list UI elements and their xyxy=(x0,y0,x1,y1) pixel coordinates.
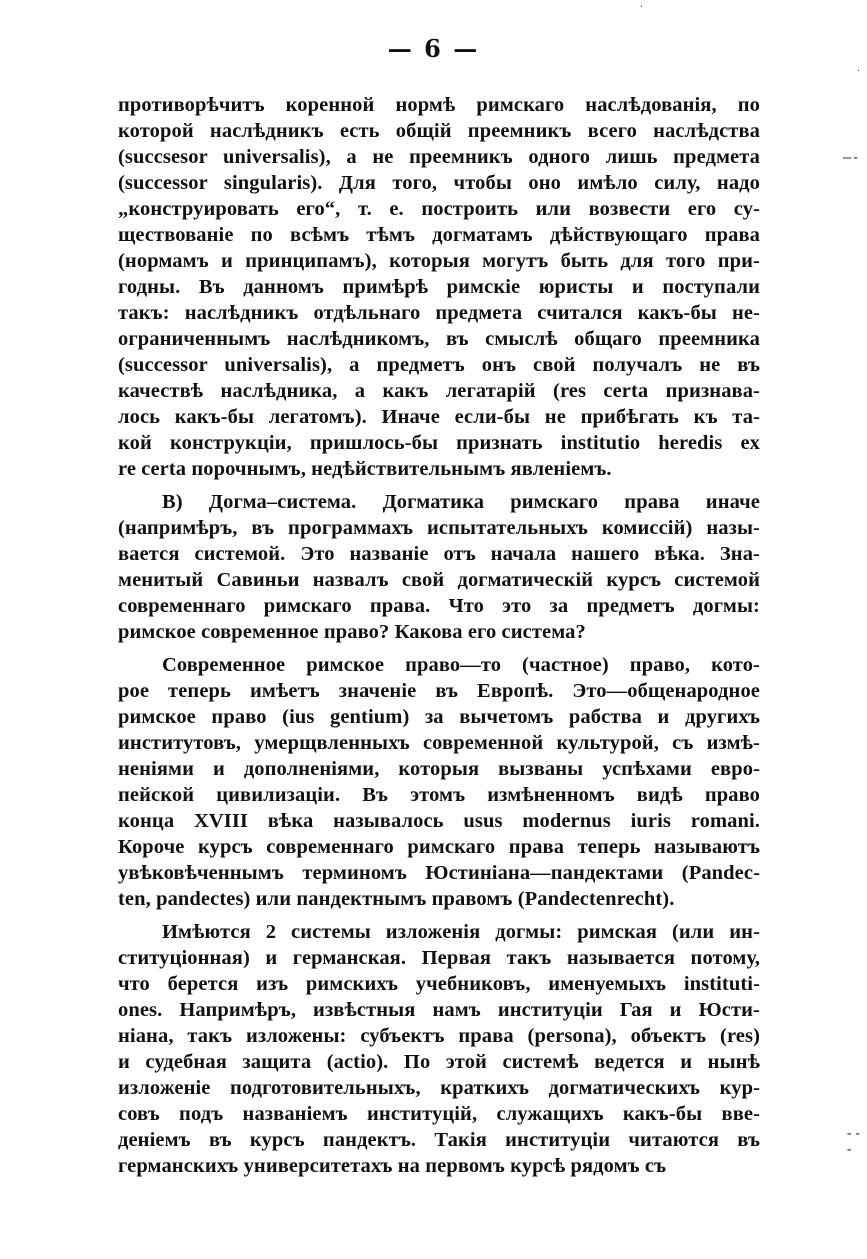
page-number: — 6 — xyxy=(387,34,480,63)
text-line: ніана, такъ изложены: субъектъ права (persona), объектъ (res) xyxy=(118,1025,760,1047)
text-line: Современное римское право—то (частное) право, кото- xyxy=(162,654,760,676)
text-line: противорѣчитъ коренной нормѣ римскаго наслѣдованія, по xyxy=(118,94,760,116)
text-line: кой конструкціи, пришлось-бы признать institutio heredis ex xyxy=(118,432,760,454)
text-line: изложеніе подготовительныхъ, краткихъ догматическихъ кур- xyxy=(118,1077,760,1099)
paragraph-gap xyxy=(118,482,760,489)
text-line: вается системой. Это названіе отъ начала нашего вѣка. Зна- xyxy=(118,543,760,565)
text-line: „конструировать его“, т. е. построить или возвести его су- xyxy=(118,198,760,220)
text-line: Имѣются 2 системы изложенія догмы: римская (или ин- xyxy=(162,921,760,943)
text-line: римское современное право? Какова его система? xyxy=(118,621,586,643)
paragraph xyxy=(118,919,760,1179)
text-line: ституціонная) и германская. Первая такъ называется потому, xyxy=(118,947,760,969)
text-line: пейской цивилизаціи. Въ этомъ измѣненномъ видѣ право xyxy=(118,784,760,806)
text-line: такъ: наслѣдникъ отдѣльнаго предмета считался какъ-бы не- xyxy=(118,302,760,324)
paragraph-gap xyxy=(118,645,760,652)
text-line: менитый Савиньи назвалъ свой догматическій курсъ системой xyxy=(118,569,760,591)
scan-speck: · xyxy=(640,2,644,13)
text-line: германскихъ университетахъ на первомъ курсѣ рядомъ съ xyxy=(118,1155,667,1177)
paragraph-gap xyxy=(118,912,760,919)
text-line: неніями и дополненіями, которыя вызваны успѣхами евро- xyxy=(118,758,760,780)
text-line: современнаго римскаго права. Что это за предметъ догмы: xyxy=(118,595,760,617)
text-line: институтовъ, умерщвленныхъ современной культурой, съ измѣ- xyxy=(118,732,760,754)
text-line: (напримѣръ, въ программахъ испытательныхъ комиссій) назы- xyxy=(118,517,760,539)
text-line: что берется изъ римскихъ учебниковъ, именуемыхъ instituti- xyxy=(118,973,760,995)
text-line: ществованіе по всѣмъ тѣмъ догматамъ дѣйствующаго права xyxy=(118,224,760,246)
body-text xyxy=(118,92,760,1179)
text-line: увѣковѣченнымъ терминомъ Юстиніана—пандектами (Pandec- xyxy=(118,862,760,884)
paragraph xyxy=(118,92,760,482)
text-line: римское право (ius gentium) за вычетомъ рабства и другихъ xyxy=(118,706,760,728)
text-line: рое теперь имѣетъ значеніе въ Европѣ. Это—общенародное xyxy=(118,680,760,702)
text-line: (successor singularis). Для того, чтобы оно имѣло силу, надо xyxy=(118,172,760,194)
text-line: конца XVIII вѣка называлось usus modernus iuris romani. xyxy=(118,810,760,832)
margin-mark: —- xyxy=(843,150,860,166)
text-line: (successor universalis), а предметъ онъ свой получалъ не въ xyxy=(118,354,760,376)
paragraph xyxy=(118,489,760,645)
text-line: качествѣ наслѣдника, а какъ легатарій (res certa признава- xyxy=(118,380,760,402)
text-line: деніемъ въ курсъ пандектъ. Такія институціи читаются въ xyxy=(118,1129,760,1151)
text-line: которой наслѣдникъ есть общій преемникъ всего наслѣдства xyxy=(118,120,760,142)
text-line: В) Догма–система. Догматика римскаго права иначе xyxy=(162,491,760,513)
text-line: лось какъ-бы легатомъ). Иначе если-бы не прибѣгать къ та- xyxy=(118,406,760,428)
margin-mark: --- xyxy=(845,1126,862,1158)
paragraph xyxy=(118,652,760,912)
text-line: и судебная защита (actio). По этой системѣ ведется и нынѣ xyxy=(118,1051,760,1073)
text-line: (succsesor universalis), а не преемникъ одного лишь предмета xyxy=(118,146,760,168)
scan-speck: · xyxy=(857,66,861,77)
text-line: годны. Въ данномъ примѣрѣ римскіе юристы и поступали xyxy=(118,276,760,298)
text-line: (нормамъ и принципамъ), которыя могутъ быть для того при- xyxy=(118,250,760,272)
text-line: ones. Напримѣръ, извѣстныя намъ институціи Гая и Юсти- xyxy=(118,999,760,1021)
text-line: совъ подъ названіемъ институцій, служащихъ какъ-бы вве- xyxy=(118,1103,760,1125)
text-line: Короче курсъ современнаго римскаго права теперь называютъ xyxy=(118,836,760,858)
text-line: ограниченнымъ наслѣдникомъ, въ смыслѣ общаго преемника xyxy=(118,328,760,350)
text-line: ten, pandectes) или пандектнымъ правомъ (Pandectenrecht). xyxy=(118,888,675,910)
text-line: re certa порочнымъ, недѣйствительнымъ явленіемъ. xyxy=(118,458,612,480)
